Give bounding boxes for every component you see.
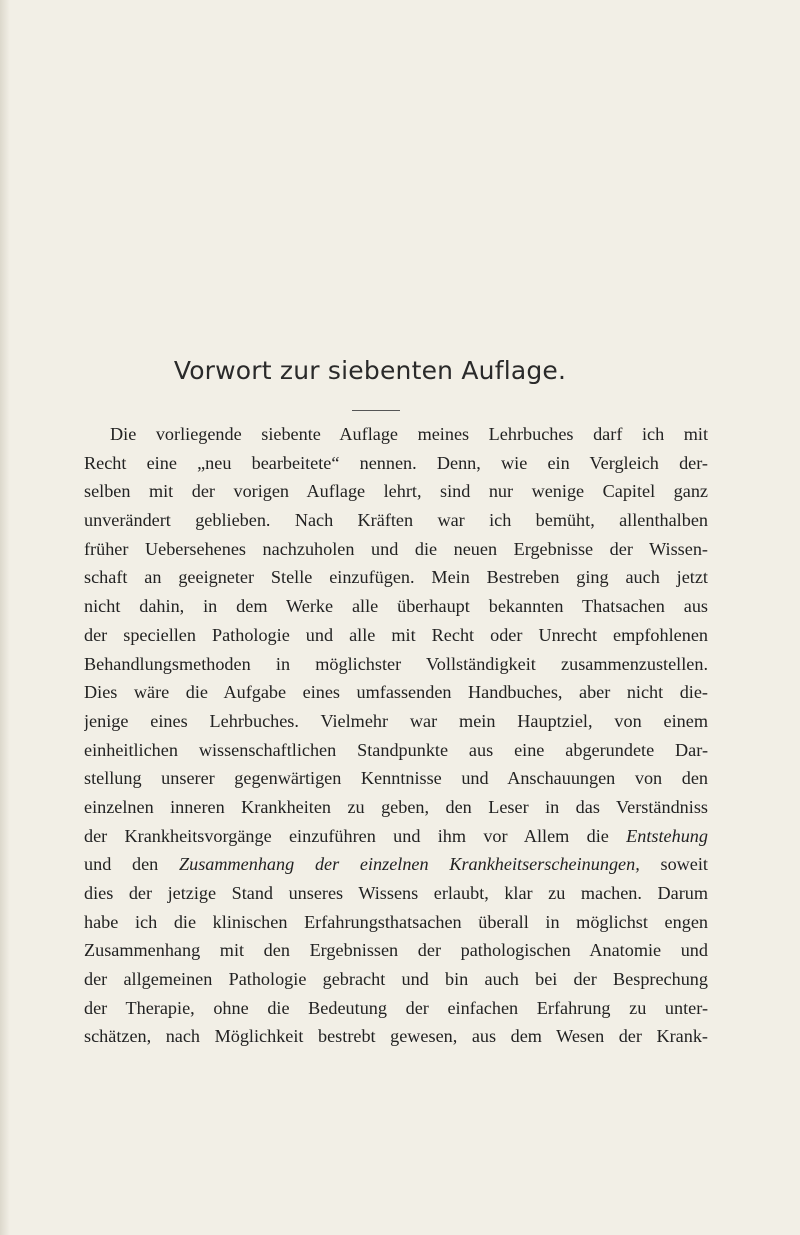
- text-run: und den: [84, 854, 180, 875]
- text-line: habe ich die klinischen Erfahrungsthatsachen überall in möglichst engen: [84, 911, 708, 932]
- text-line: der speciellen Pathologie und alle mit Recht oder Unrecht empfohlenen: [84, 624, 708, 645]
- italic-term-zusammenhang: Zusammenhang der einzelnen Krankheitserscheinungen,: [179, 854, 640, 875]
- text-line: selben mit der vorigen Auflage lehrt, sind nur wenige Capitel ganz: [84, 481, 708, 502]
- text-line: [84, 850, 708, 879]
- page-title: Vorwort zur siebenten Auflage.: [173, 356, 567, 385]
- text-line: Zusammenhang mit den Ergebnissen der pathologischen Anatomie und: [84, 940, 708, 961]
- text-line: nicht dahin, in dem Werke alle überhaupt bekannten Thatsachen aus: [84, 596, 708, 617]
- text-run: der Krankheitsvorgänge einzuführen und ihm vor Allem die: [84, 825, 627, 846]
- text-line: Behandlungsmethoden in möglichster Vollständigkeit zusammenzustellen.: [84, 653, 708, 674]
- title-rule: [352, 410, 400, 411]
- text-line: Die vorliegende siebente Auflage meines Lehrbuches darf ich mit: [110, 424, 708, 444]
- text-line: [84, 822, 708, 851]
- text-run: soweit: [639, 854, 708, 875]
- text-line: schätzen, nach Möglichkeit bestrebt gewesen, aus dem Wesen der Krank-: [84, 1026, 708, 1047]
- text-line: einheitlichen wissenschaftlichen Standpunkte aus eine abgerundete Dar-: [84, 739, 708, 760]
- italic-term-entstehung: Entstehung: [626, 825, 708, 846]
- preface-body: [84, 420, 708, 1051]
- page-spine-shadow: [0, 0, 10, 1235]
- text-line: Recht eine „neu bearbeitete“ nennen. Denn, wie ein Vergleich der-: [84, 452, 708, 473]
- text-line: schaft an geeigneter Stelle einzufügen. Mein Bestreben ging auch jetzt: [84, 567, 708, 588]
- text-line: Dies wäre die Aufgabe eines umfassenden Handbuches, aber nicht die-: [84, 682, 708, 703]
- text-line: dies der jetzige Stand unseres Wissens erlaubt, klar zu machen. Darum: [84, 883, 708, 903]
- text-line: unverändert geblieben. Nach Kräften war ich bemüht, allenthalben: [84, 510, 708, 531]
- text-line: jenige eines Lehrbuches. Vielmehr war mein Hauptziel, von einem: [84, 710, 708, 731]
- text-line: früher Uebersehenes nachzuholen und die neuen Ergebnisse der Wissen-: [84, 538, 708, 559]
- text-line: der allgemeinen Pathologie gebracht und bin auch bei der Besprechung: [84, 969, 708, 990]
- text-line: stellung unserer gegenwärtigen Kenntnisse und Anschauungen von den: [84, 768, 708, 789]
- text-line: der Therapie, ohne die Bedeutung der einfachen Erfahrung zu unter-: [84, 997, 708, 1018]
- text-line: einzelnen inneren Krankheiten zu geben, den Leser in das Verständniss: [84, 796, 708, 817]
